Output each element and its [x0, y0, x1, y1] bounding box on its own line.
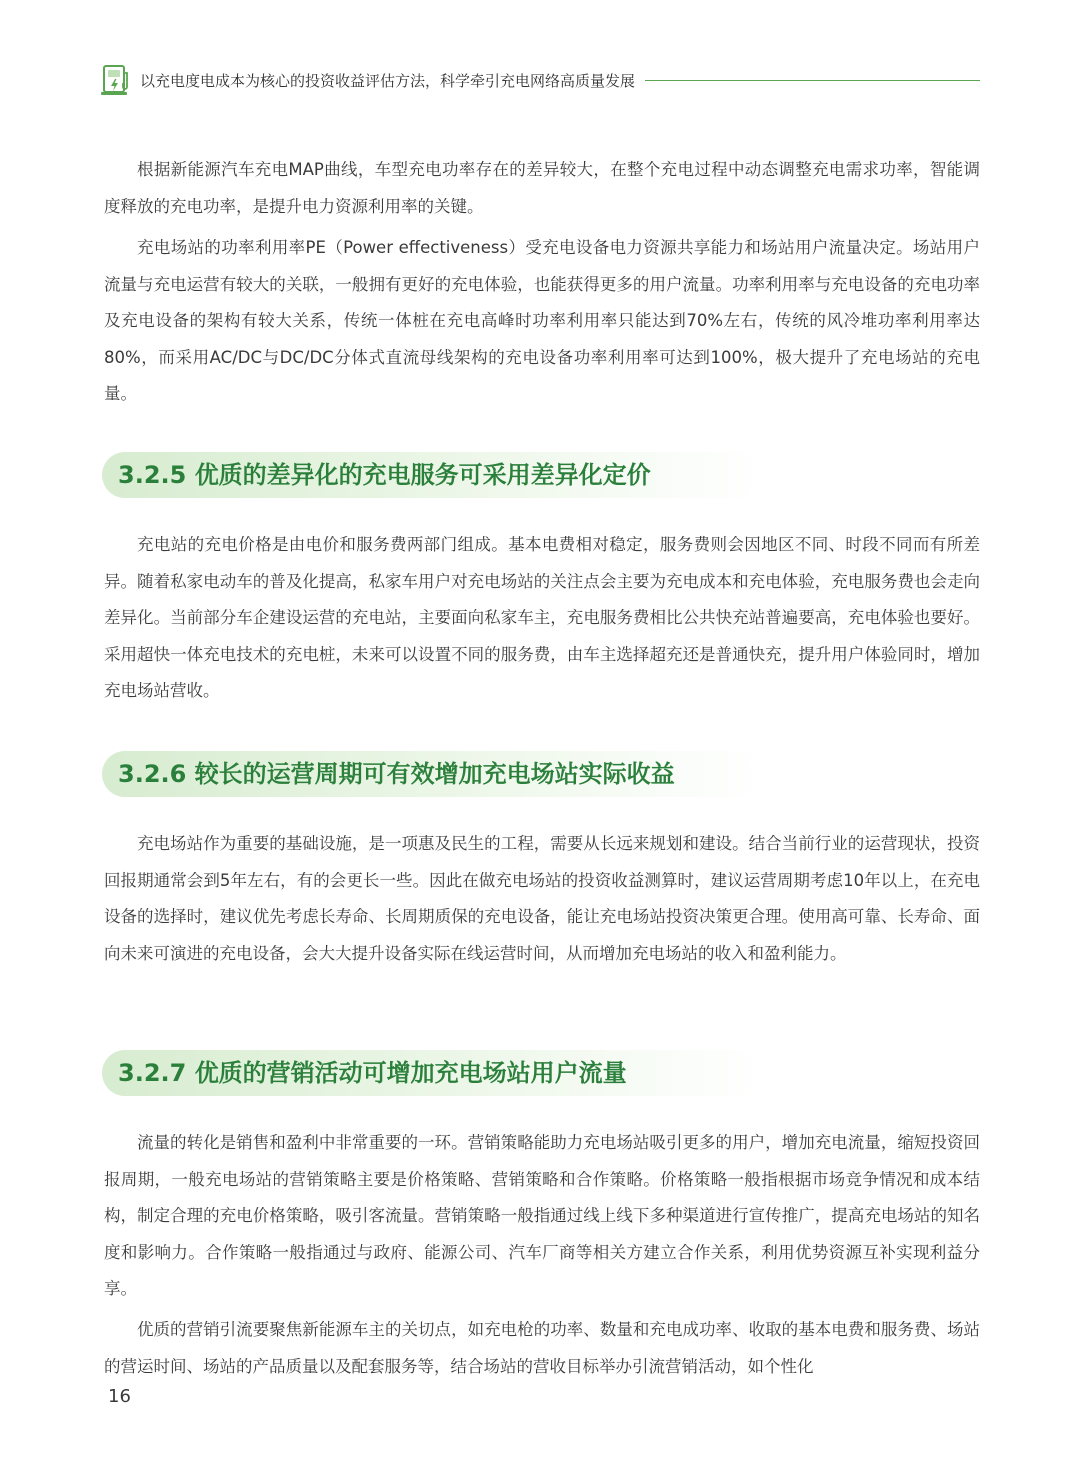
section-heading-3-2-7 — [102, 1050, 762, 1096]
header-rule — [645, 80, 980, 81]
paragraph-traffic-conversion: 流量的转化是销售和盈利中非常重要的一环。营销策略能助力充电场站吸引更多的用户，增加充电流量，缩短投资回报周期，一般充电场站的营销策略主要是价格策略、营销策略和合作策略。价格策略一般指根据市场竞争情况和成本结构，制定合理的充电价格策略，吸引客流量。营销策略一般指通过线上线下多种渠道进行宣传推广，提高充电场站的知名度和影响力。合作策略一般指通过与政府、能源公司、汽车厂商等相关方建立合作关系，利用优势资源互补实现利益分享。 — [104, 1133, 980, 1298]
running-header — [100, 62, 980, 98]
section-title: 3.2.6 较长的运营周期可有效增加充电场站实际收益 — [118, 760, 675, 788]
paragraph-differentiated-pricing: 充电站的充电价格是由电价和服务费两部门组成。基本电费相对稳定，服务费则会因地区不同、时段不同而有所差异。随着私家电动车的普及化提高，私家车用户对充电场站的关注点会主要为充电成本和充电体验，充电服务费也会走向差异化。当前部分车企建设运营的充电站，主要面向私家车主，充电服务费相比公共快充站普遍要高，充电体验也要好。采用超快一体充电技术的充电桩，未来可以设置不同的服务费，由车主选择超充还是普通快充，提升用户体验同时，增加充电场站营收。 — [104, 535, 980, 700]
paragraph-map-curve: 根据新能源汽车充电MAP曲线，车型充电功率存在的差异较大，在整个充电过程中动态调整充电需求功率，智能调度释放的充电功率，是提升电力资源利用率的关键。 — [104, 160, 980, 216]
section-title: 3.2.5 优质的差异化的充电服务可采用差异化定价 — [118, 461, 651, 489]
charging-document-icon — [100, 63, 132, 97]
page-number: 16 — [108, 1386, 131, 1407]
paragraph-marketing-focus: 优质的营销引流要聚焦新能源车主的关切点，如充电枪的功率、数量和充电成功率、收取的基本电费和服务费、场站的营运时间、场站的产品质量以及配套服务等，结合场站的营收目标举办引流营销活动，如个性化 — [104, 1320, 980, 1376]
paragraph-power-effectiveness: 充电场站的功率利用率PE（Power effectiveness）受充电设备电力资源共享能力和场站用户流量决定。场站用户流量与充电运营有较大的关联，一般拥有更好的充电体验，也能获得更多的用户流量。功率利用率与充电设备的充电功率及充电设备的架构有较大关系，传统一体桩在充电高峰时功率利用率只能达到70%左右，传统的风冷堆功率利用率达80%，而采用AC/DC与DC/DC分体式直流母线架构的充电设备功率利用率可达到100%，极大提升了充电场站的充电量。 — [104, 238, 980, 403]
section-heading-3-2-6 — [102, 751, 762, 797]
section-title: 3.2.7 优质的营销活动可增加充电场站用户流量 — [118, 1059, 627, 1087]
header-title: 以充电度电成本为核心的投资收益评估方法，科学牵引充电网络高质量发展 — [140, 71, 636, 90]
section-heading-3-2-5 — [102, 452, 762, 498]
paragraph-operation-cycle: 充电场站作为重要的基础设施，是一项惠及民生的工程，需要从长远来规划和建设。结合当前行业的运营现状，投资回报期通常会到5年左右，有的会更长一些。因此在做充电场站的投资收益测算时，建议运营周期考虑10年以上，在充电设备的选择时，建议优先考虑长寿命、长周期质保的充电设备，能让充电场站投资决策更合理。使用高可靠、长寿命、面向未来可演进的充电设备，会大大提升设备实际在线运营时间，从而增加充电场站的收入和盈利能力。 — [104, 834, 980, 963]
